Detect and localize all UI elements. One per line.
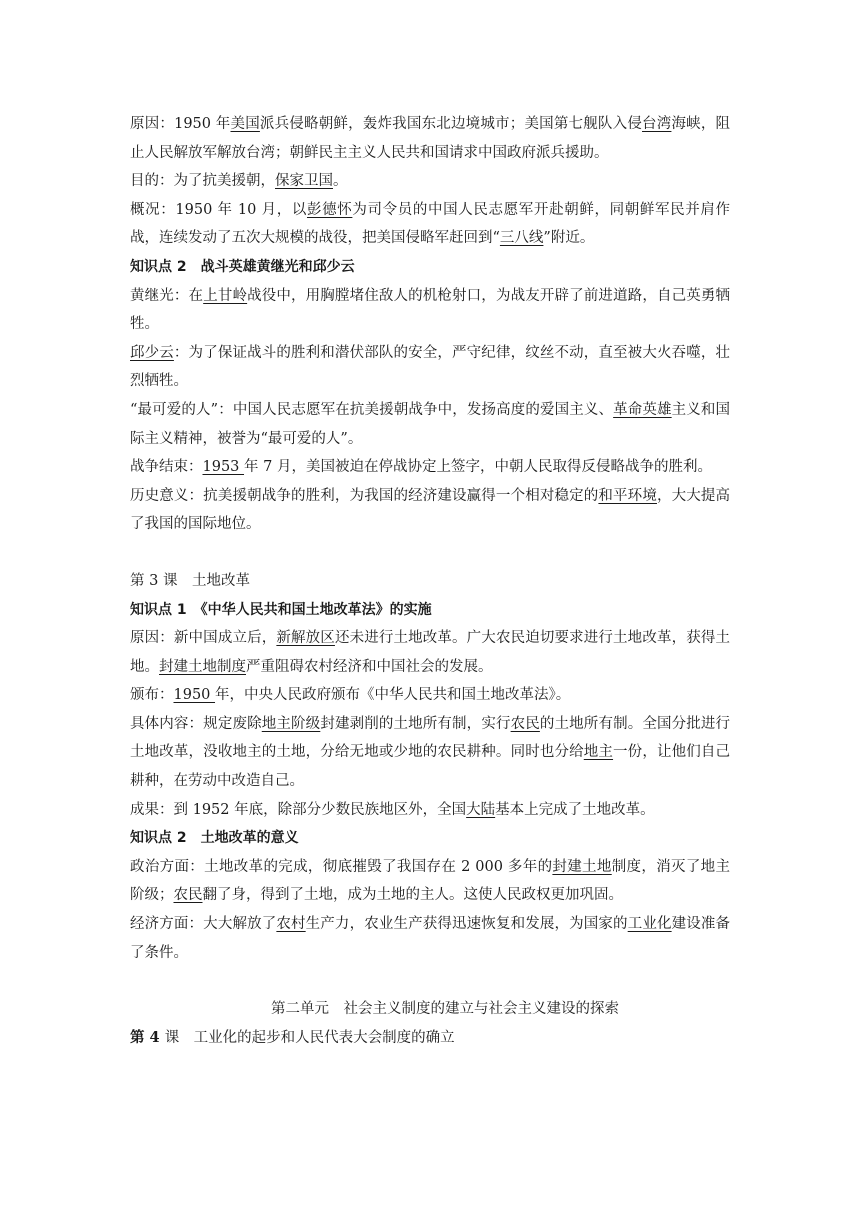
answer-feudal-land: 封建土地 bbox=[552, 858, 612, 875]
answer-qiu-shaoyun: 邱少云 bbox=[130, 344, 174, 361]
knowledge-point-land-law: 知识点 1 《中华人民共和国土地改革法》的实施 bbox=[130, 601, 432, 618]
answer-revolutionary-heroism: 革命英雄 bbox=[613, 401, 672, 418]
land-law-issued: 颁布：1950 年，中央人民政府颁布《中华人民共和国土地改革法》。 bbox=[130, 687, 571, 704]
unit-2-title: 第二单元 社会主义制度的建立与社会主义建设的探索 bbox=[271, 1001, 619, 1018]
answer-peng-dehuai: 彭德怀 bbox=[306, 201, 353, 218]
answer-1950: 1950 bbox=[173, 687, 216, 704]
war-purpose: 目的：为了抗美援朝，保家卫国。 bbox=[130, 173, 348, 190]
answer-mainland: 大陆 bbox=[466, 801, 496, 818]
knowledge-point-land-significance: 知识点 2 土地改革的意义 bbox=[130, 830, 299, 847]
lesson-3-title: 第 3 课 土地改革 bbox=[130, 572, 250, 589]
answer-industrialization: 工业化 bbox=[627, 916, 672, 933]
war-overview: 概况：1950 年 10 月，以彭德怀为司令员的中国人民志愿军开赴朝鲜，同朝鲜军民并肩作战，连续发动了五次大规模的战役，把美国侵略军赶回到“三八线”附近。 bbox=[130, 201, 730, 247]
answer-landlord-class: 地主阶级 bbox=[261, 715, 321, 732]
lesson-4-title: 第 4 课 工业化的起步和人民代表大会制度的确立 bbox=[130, 1028, 455, 1046]
answer-taiwan: 台湾 bbox=[642, 116, 672, 132]
answer-feudal-land-system: 封建土地制度 bbox=[159, 658, 246, 675]
most-lovable-people: “最可爱的人”：中国人民志愿军在抗美援朝战争中，发扬高度的爱国主义、革命英雄主义和国际主义精神，被誉为“最可爱的人”。 bbox=[130, 401, 731, 447]
answer-peace-environment: 和平环境 bbox=[598, 487, 657, 504]
answer-defend-home: 保家卫国 bbox=[275, 173, 333, 190]
answer-usa: 美国 bbox=[230, 116, 260, 132]
land-law-content: 具体内容：规定废除地主阶级封建剥削的土地所有制，实行农民的土地所有制。全国分批进行土地改革，没收地主的土地，分给无地或少地的农民耕种。同时也分给地主一份，让他们自己耕种，在劳动中改造自己。 bbox=[130, 715, 731, 790]
political-significance: 政治方面：土地改革的完成，彻底摧毁了我国存在 2 000 多年的封建土地制度，消灭了地主阶级；农民翻了身，得到了土地，成为土地的主人。这使人民政权更加巩固。 bbox=[130, 858, 731, 904]
war-reason: 原因：1950 年美国派兵侵略朝鲜，轰炸我国东北边境城市；美国第七舰队入侵台湾海峡，阻止人民解放军解放台湾；朝鲜民主主义人民共和国请求中国政府派兵援助。 bbox=[130, 116, 731, 161]
section-gap bbox=[130, 967, 730, 995]
war-significance: 历史意义：抗美援朝战争的胜利，为我国的经济建设赢得一个相对稳定的和平环境，大大提高了我国的国际地位。 bbox=[130, 487, 731, 533]
answer-peasants-2: 农民 bbox=[173, 887, 203, 904]
hero-qiu-shaoyun: 邱少云：为了保证战斗的胜利和潜伏部队的安全，严守纪律，纹丝不动，直至被大火吞噬，壮烈牺牲。 bbox=[130, 344, 731, 390]
document-page bbox=[130, 110, 730, 1052]
answer-new-liberated-areas: 新解放区 bbox=[276, 630, 335, 647]
answer-38th-parallel: 三八线 bbox=[499, 230, 544, 247]
answer-1953: 1953 bbox=[202, 459, 245, 476]
answer-landlords: 地主 bbox=[583, 744, 614, 761]
answer-shangganling: 上甘岭 bbox=[203, 287, 248, 304]
land-reform-result: 成果：到 1952 年底，除部分少数民族地区外，全国大陆基本上完成了土地改革。 bbox=[130, 801, 655, 818]
economic-significance: 经济方面：大大解放了农村生产力，农业生产获得迅速恢复和发展，为国家的工业化建设准备了条件。 bbox=[130, 916, 731, 961]
knowledge-point-heroes: 知识点 2 战斗英雄黄继光和邱少云 bbox=[130, 258, 355, 275]
answer-peasants: 农民 bbox=[510, 715, 540, 732]
answer-rural: 农村 bbox=[276, 916, 306, 933]
section-gap bbox=[130, 539, 730, 567]
war-end: 战争结束：1953 年 7 月，美国被迫在停战协定上签字，中朝人民取得反侵略战争的胜利。 bbox=[130, 459, 712, 476]
hero-huang-jiguang: 黄继光：在上甘岭战役中，用胸膛堵住敌人的机枪射口，为战友开辟了前进道路，自己英勇牺牲。 bbox=[130, 287, 731, 333]
land-reform-reason: 原因：新中国成立后，新解放区还未进行土地改革。广大农民迫切要求进行土地改革，获得土地。封建土地制度严重阻碍农村经济和中国社会的发展。 bbox=[130, 630, 731, 675]
